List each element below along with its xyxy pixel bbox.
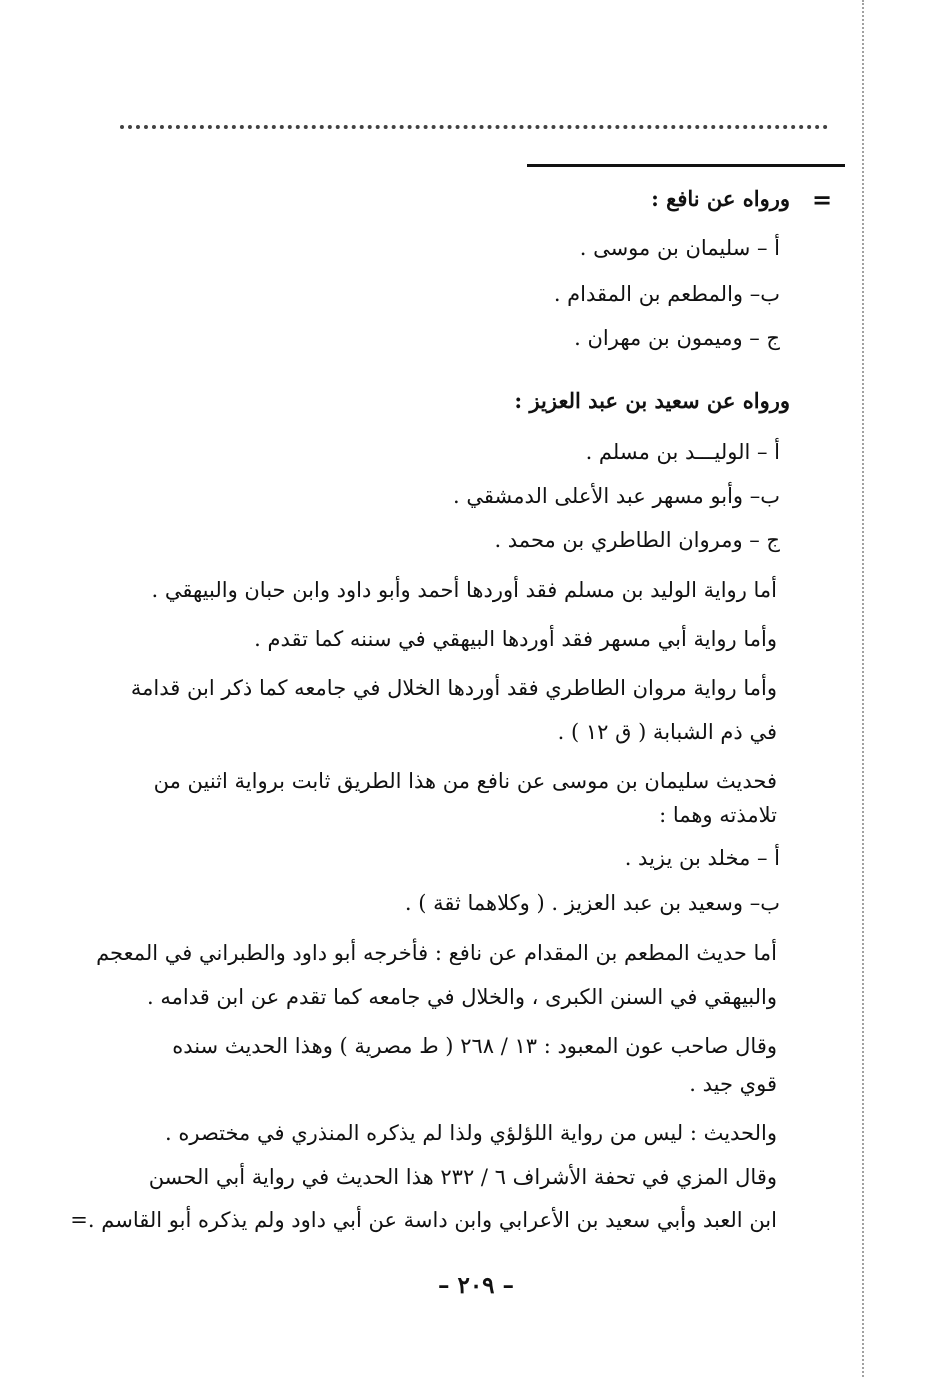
binding-edge-line	[862, 0, 864, 1377]
text-line: تلامذته وهما :	[659, 803, 777, 827]
text-line: وأما رواية أبي مسهر فقد أوردها البيهقي في سننه كما تقدم .	[254, 627, 777, 651]
text-line: أ – مخلد بن يزيد .	[624, 846, 780, 870]
text-line: ورواه عن سعيد بن عبد العزيز :	[514, 388, 790, 413]
text-line: في ذم الشبابة ( ق ١٢ ) .	[557, 720, 777, 744]
text-line: أ – سليمان بن موسى .	[579, 236, 780, 260]
text-line: ب– والمطعم بن المقدام .	[553, 282, 780, 306]
text-line: والحديث : ليس من رواية اللؤلؤي ولذا لم يذكره المنذري في مختصره .	[165, 1121, 777, 1145]
text-line: أما حديث المطعم بن المقدام عن نافع : فأخرجه أبو داود والطبراني في المعجم	[96, 941, 777, 965]
text-line: ج – وميمون بن مهران .	[574, 326, 780, 350]
continuation-mark: =	[812, 186, 833, 214]
text-line: قوي جيد .	[689, 1072, 777, 1096]
page-number: – ٢٠٩ –	[437, 1272, 515, 1299]
text-line: وقال صاحب عون المعبود : ١٣ / ٢٦٨ ( ط مصرية ) وهذا الحديث سنده	[172, 1034, 777, 1058]
text-line: فحديث سليمان بن موسى عن نافع من هذا الطريق ثابت برواية اثنين من	[153, 769, 777, 793]
text-line: ب– وأبو مسهر عبد الأعلى الدمشقي .	[453, 484, 780, 508]
text-line: وقال المزي في تحفة الأشراف ٦ / ٢٣٢ هذا الحديث في رواية أبي الحسن	[148, 1165, 777, 1189]
text-line: وأما رواية مروان الطاطري فقد أوردها الخلال في جامعه كما ذكر ابن قدامة	[130, 676, 777, 700]
text-line: ورواه عن نافع :	[651, 186, 790, 211]
separator-line	[527, 164, 845, 167]
text-line: ب– وسعيد بن عبد العزيز . ( وكلاهما ثقة ) .	[404, 891, 780, 915]
text-line: ج – ومروان الطاطري بن محمد .	[494, 528, 780, 552]
text-line: أما رواية الوليد بن مسلم فقد أوردها أحمد وأبو داود وابن حبان والبيهقي .	[151, 578, 777, 602]
dotted-rule	[120, 125, 828, 141]
text-line: ابن العبد وأبي سعيد بن الأعرابي وابن داسة عن أبي داود ولم يذكره أبو القاسم .=	[70, 1208, 777, 1232]
text-line: أ – الوليـــد بن مسلم .	[585, 440, 780, 464]
text-line: والبيهقي في السنن الكبرى ، والخلال في جامعه كما تقدم عن ابن قدامه .	[147, 985, 777, 1009]
